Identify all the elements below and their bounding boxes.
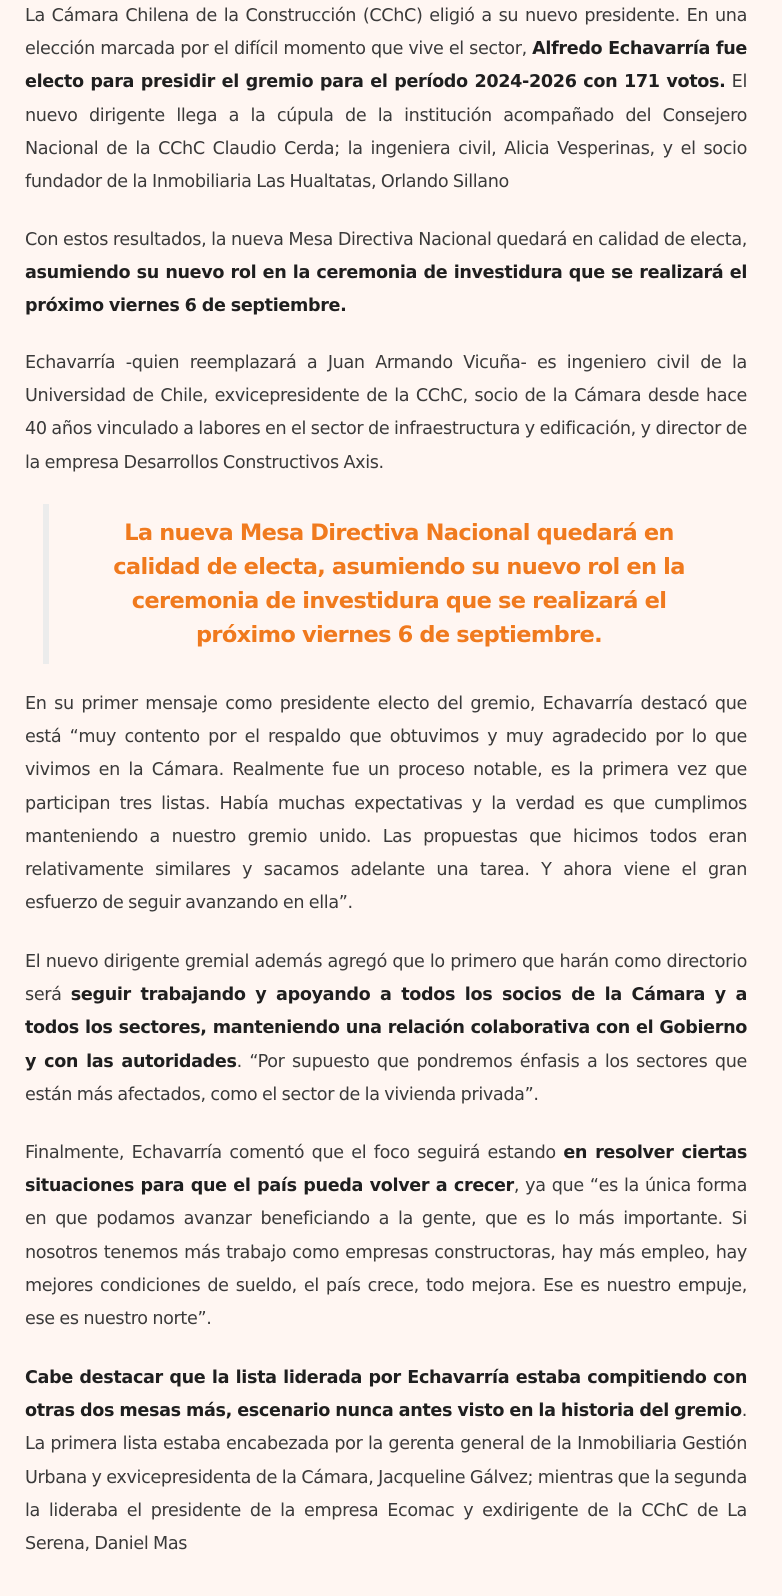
paragraph-profile	[25, 347, 747, 480]
paragraph-competition-highlight: Cabe destacar que la lista liderada por Echavarría estaba compitiendo con otras dos mesas más, escenario nunca antes visto en la historia del gremio	[25, 1368, 747, 1422]
paragraph-focus	[25, 1137, 747, 1336]
paragraph-first-message-text: En su primer mensaje como presidente electo del gremio, Echavarría destacó que está “muy contento por el respaldo que obtuvimos y muy agradecido por lo que vivimos en la Cámara. Realmente fue un proceso notable, es la primera vez que participan tres listas. Había muchas expectativas y la verdad es que cumplimos manteniendo a nuestro gremio unido. Las propuestas que hicimos todos eran relativamente similares y sacamos adelante una tarea. Y ahora viene el gran esfuerzo de seguir avanzando en ella”.	[25, 694, 747, 914]
paragraph-priorities	[25, 946, 747, 1112]
paragraph-intro-text: La Cámara Chilena de la Construcción (CChC) eligió a su nuevo presidente. En una elección marcada por el difícil momento que vive el sector,	[25, 6, 747, 60]
paragraph-results-highlight: asumiendo su nuevo rol en la ceremonia de investidura que se realizará el próximo viernes 6 de septiembre.	[25, 263, 747, 317]
paragraph-first-message	[25, 688, 747, 920]
paragraph-competition-text-end: . La primera lista estaba encabezada por la gerenta general de la Inmobiliaria Gestión Urbana y exvicepresidenta de la Cámara, Jacqueline Gálvez; mientras que la segunda la lideraba el presidente de la empresa Ecomac y exdirigente de la CChC de La Serena, Daniel Mas	[25, 1401, 747, 1555]
paragraph-priorities-text-end: . “Por supuesto que pondremos énfasis a los sectores que están más afectados, como el sector de la vivienda privada”.	[25, 1051, 747, 1105]
paragraph-priorities-highlight: seguir trabajando y apoyando a todos los socios de la Cámara y a todos los sectores, manteniendo una relación colaborativa con el Gobierno y con las autoridades	[25, 985, 747, 1072]
paragraph-focus-text: Finalmente, Echavarría comentó que el foco seguirá estando	[25, 1143, 564, 1163]
paragraph-focus-highlight: en resolver ciertas situaciones para que el país pueda volver a crecer	[25, 1143, 747, 1197]
paragraph-priorities-text: El nuevo dirigente gremial además agregó que lo primero que harán como directorio será	[25, 952, 747, 1006]
paragraph-intro	[25, 0, 747, 199]
paragraph-results	[25, 224, 747, 324]
paragraph-results-text: Con estos resultados, la nueva Mesa Directiva Nacional quedará en calidad de electa,	[25, 230, 747, 250]
paragraph-profile-text: Echavarría -quien reemplazará a Juan Armando Vicuña- es ingeniero civil de la Universidad de Chile, exvicepresidente de la CChC, socio de la Cámara desde hace 40 años vinculado a labores en el sector de infraestructura y edificación, y director de la empresa Desarrollos Constructivos Axis.	[25, 353, 747, 473]
paragraph-intro-text-end: El nuevo dirigente llega a la cúpula de la institución acompañado del Consejero Nacional de la CChC Claudio Cerda; la ingeniera civil, Alicia Vesperinas, y el socio fundador de la Inmobiliaria Las Hualtatas, Orlando Sillano	[25, 72, 747, 193]
paragraph-intro-highlight: Alfredo Echavarría fue electo para presidir el gremio para el período 2024-2026 con 171 votos.	[25, 39, 747, 93]
pull-quote	[43, 504, 751, 664]
pull-quote-text: La nueva Mesa Directiva Nacional quedará en calidad de electa, asumiendo su nuevo rol en la ceremonia de investidura que se realizará el próximo viernes 6 de septiembre.	[113, 520, 685, 648]
paragraph-competition	[25, 1362, 747, 1561]
paragraph-focus-text-end: , ya que “es la única forma en que podamos avanzar beneficiando a la gente, que es lo más importante. Si nosotros tenemos más trabajo como empresas constructoras, hay más empleo, hay mejores condiciones de sueldo, el país crece, todo mejora. Ese es nuestro empuje, ese es nuestro norte”.	[25, 1176, 747, 1330]
